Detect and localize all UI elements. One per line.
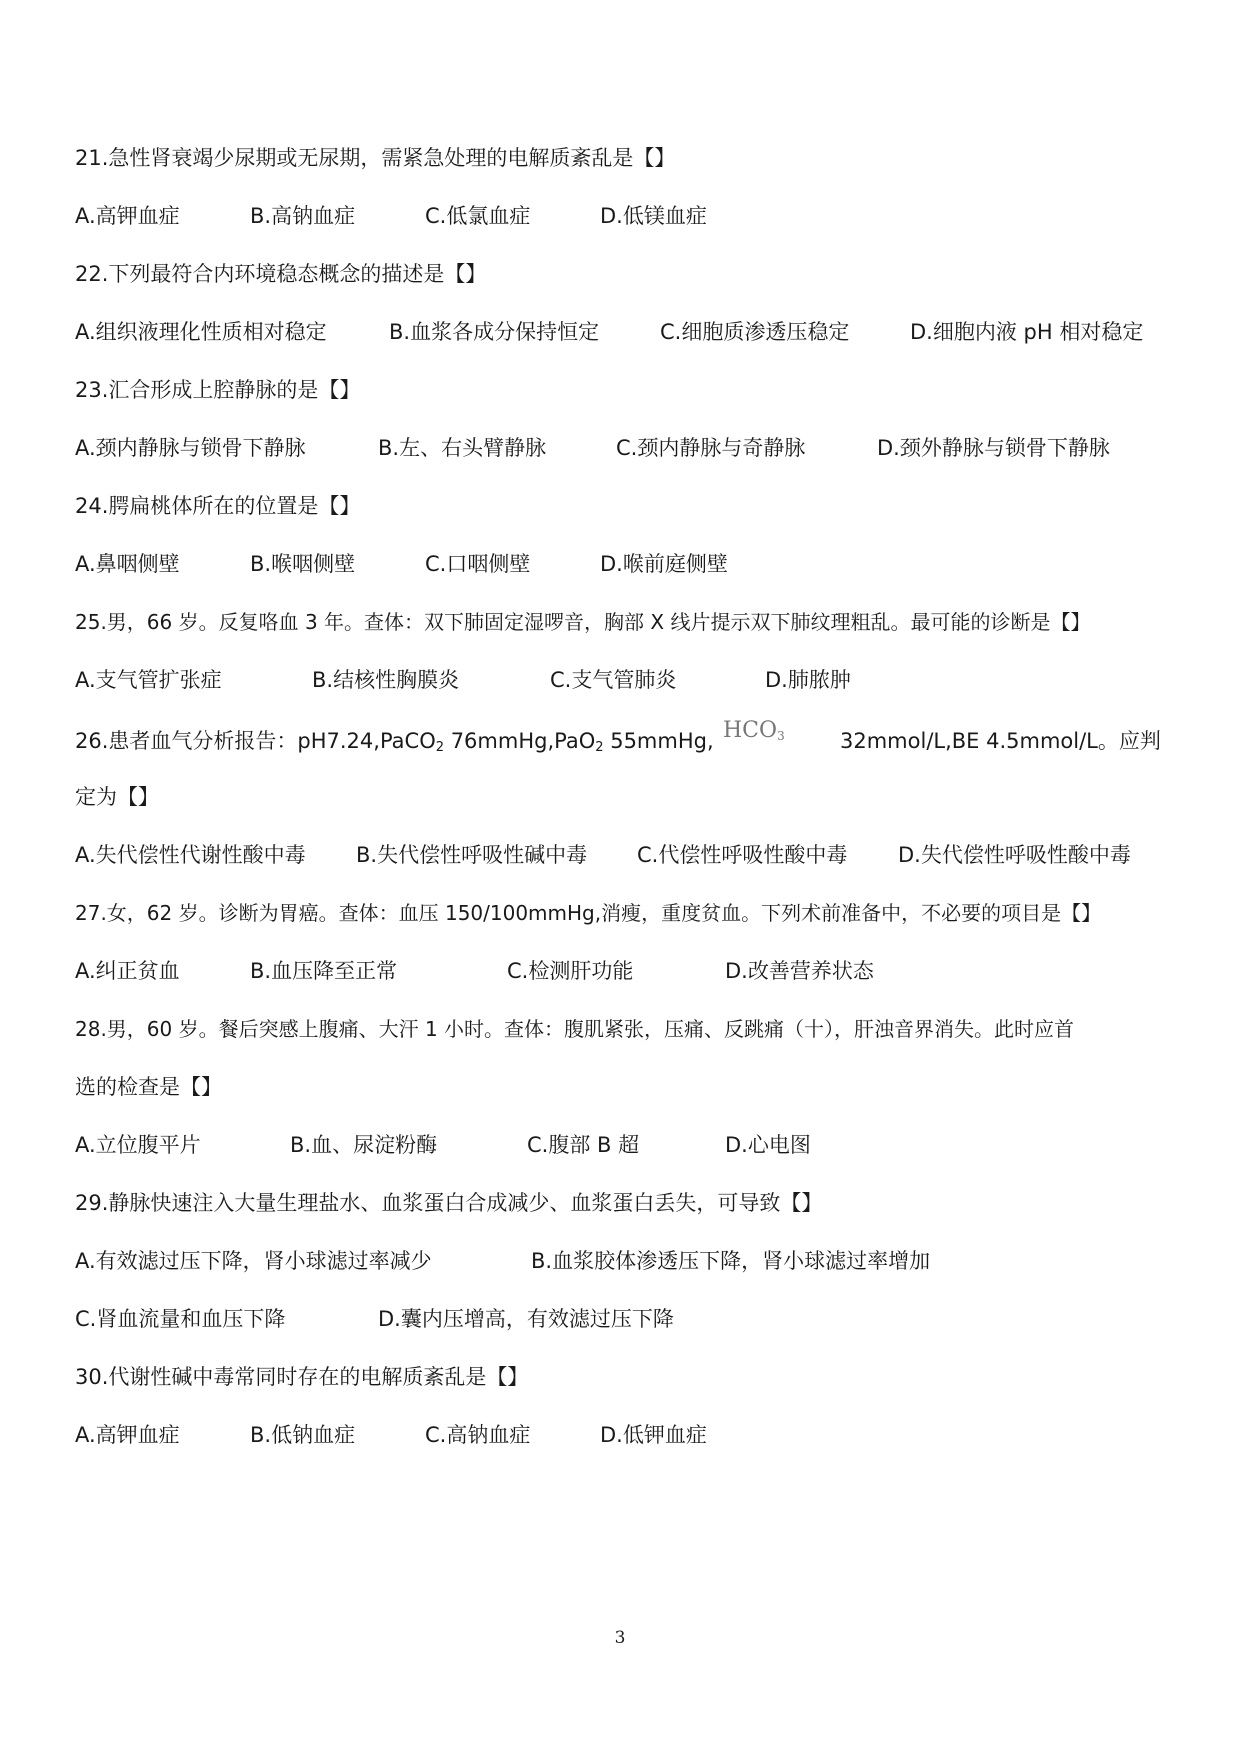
question-25-stem: 25.男，66 岁。反复咯血 3 年。查体：双下肺固定湿啰音，胸部 X 线片提示双下肺纹理粗乱。最可能的诊断是【】 bbox=[75, 610, 1091, 634]
stem-part-2: 76mmHg,PaO bbox=[444, 729, 596, 753]
option-d: D.颈外静脉与锁骨下静脉 bbox=[877, 436, 1110, 460]
question-26-stem-cont: 定为【】 bbox=[75, 785, 159, 809]
option-c: C.肾血流量和血压下降 bbox=[75, 1307, 286, 1331]
option-a: A.失代偿性代谢性酸中毒 bbox=[75, 843, 306, 867]
option-d: D.肺脓肿 bbox=[765, 668, 851, 692]
question-26-stem bbox=[75, 718, 1165, 757]
option-b: B.高钠血症 bbox=[250, 204, 356, 228]
option-c: C.低氯血症 bbox=[425, 204, 531, 228]
option-b: B.左、右头臂静脉 bbox=[378, 436, 547, 460]
option-c: C.口咽侧壁 bbox=[425, 552, 531, 576]
option-a: A.高钾血症 bbox=[75, 204, 180, 228]
question-28-stem-cont: 选的检查是【】 bbox=[75, 1075, 222, 1099]
option-c: C.腹部 B 超 bbox=[527, 1133, 640, 1157]
option-a: A.立位腹平片 bbox=[75, 1133, 201, 1157]
question-27-stem: 27.女，62 岁。诊断为胃癌。查体：血压 150/100mmHg,消瘦，重度贫血。下列术前准备中，不必要的项目是【】 bbox=[75, 901, 1102, 925]
option-a: A.有效滤过压下降，肾小球滤过率减少 bbox=[75, 1249, 432, 1273]
question-29-stem: 29.静脉快速注入大量生理盐水、血浆蛋白合成减少、血浆蛋白丢失，可导致【】 bbox=[75, 1191, 823, 1215]
option-a: A.颈内静脉与锁骨下静脉 bbox=[75, 436, 306, 460]
page-number: 3 bbox=[614, 1628, 626, 1648]
option-c: C.检测肝功能 bbox=[507, 959, 634, 983]
option-c: C.支气管肺炎 bbox=[550, 668, 677, 692]
option-c: C.代偿性呼吸性酸中毒 bbox=[637, 843, 848, 867]
option-d: D.细胞内液 pH 相对稳定 bbox=[910, 320, 1144, 344]
option-b: B.血浆胶体渗透压下降，肾小球滤过率增加 bbox=[531, 1249, 931, 1273]
stem-part-4: 32mmol/L,BE 4.5mmol/L。应判 bbox=[840, 729, 1161, 753]
option-a: A.支气管扩张症 bbox=[75, 668, 222, 692]
option-b: B.血浆各成分保持恒定 bbox=[389, 320, 600, 344]
question-21-stem: 21.急性肾衰竭少尿期或无尿期，需紧急处理的电解质紊乱是【】 bbox=[75, 146, 676, 170]
option-b: B.低钠血症 bbox=[250, 1423, 356, 1447]
option-c: C.颈内静脉与奇静脉 bbox=[616, 436, 806, 460]
option-a: A.纠正贫血 bbox=[75, 959, 180, 983]
option-b: B.血、尿淀粉酶 bbox=[290, 1133, 438, 1157]
option-b: B.血压降至正常 bbox=[250, 959, 398, 983]
question-28-stem: 28.男，60 岁。餐后突感上腹痛、大汗 1 小时。查体：腹肌紧张，压痛、反跳痛（十），肝浊音界消失。此时应首 bbox=[75, 1017, 1075, 1041]
question-22-stem: 22.下列最符合内环境稳态概念的描述是【】 bbox=[75, 262, 487, 286]
option-b: B.结核性胸膜炎 bbox=[312, 668, 460, 692]
option-c: C.高钠血症 bbox=[425, 1423, 531, 1447]
option-d: D.喉前庭侧壁 bbox=[600, 552, 728, 576]
hco3-formula: $HCO_3$ bbox=[723, 718, 785, 743]
option-a: A.高钾血症 bbox=[75, 1423, 180, 1447]
option-d: D.改善营养状态 bbox=[725, 959, 874, 983]
stem-part-1: 26.患者血气分析报告：pH7.24,PaCO bbox=[75, 729, 436, 753]
question-24-stem: 24.腭扁桃体所在的位置是【】 bbox=[75, 494, 361, 518]
option-c: C.细胞质渗透压稳定 bbox=[660, 320, 850, 344]
option-d: D.心电图 bbox=[725, 1133, 811, 1157]
question-23-stem: 23.汇合形成上腔静脉的是【】 bbox=[75, 378, 361, 402]
subscript: 2 bbox=[435, 740, 445, 755]
option-b: B.失代偿性呼吸性碱中毒 bbox=[356, 843, 588, 867]
option-d: D.囊内压增高，有效滤过压下降 bbox=[378, 1307, 674, 1331]
option-d: D.失代偿性呼吸性酸中毒 bbox=[898, 843, 1131, 867]
subscript: 2 bbox=[595, 740, 604, 755]
question-30-stem: 30.代谢性碱中毒常同时存在的电解质紊乱是【】 bbox=[75, 1365, 529, 1389]
option-a: A.组织液理化性质相对稳定 bbox=[75, 320, 327, 344]
option-b: B.喉咽侧壁 bbox=[250, 552, 356, 576]
option-a: A.鼻咽侧壁 bbox=[75, 552, 180, 576]
option-d: D.低镁血症 bbox=[600, 204, 707, 228]
option-d: D.低钾血症 bbox=[600, 1423, 707, 1447]
stem-part-3: 55mmHg, bbox=[603, 729, 714, 753]
